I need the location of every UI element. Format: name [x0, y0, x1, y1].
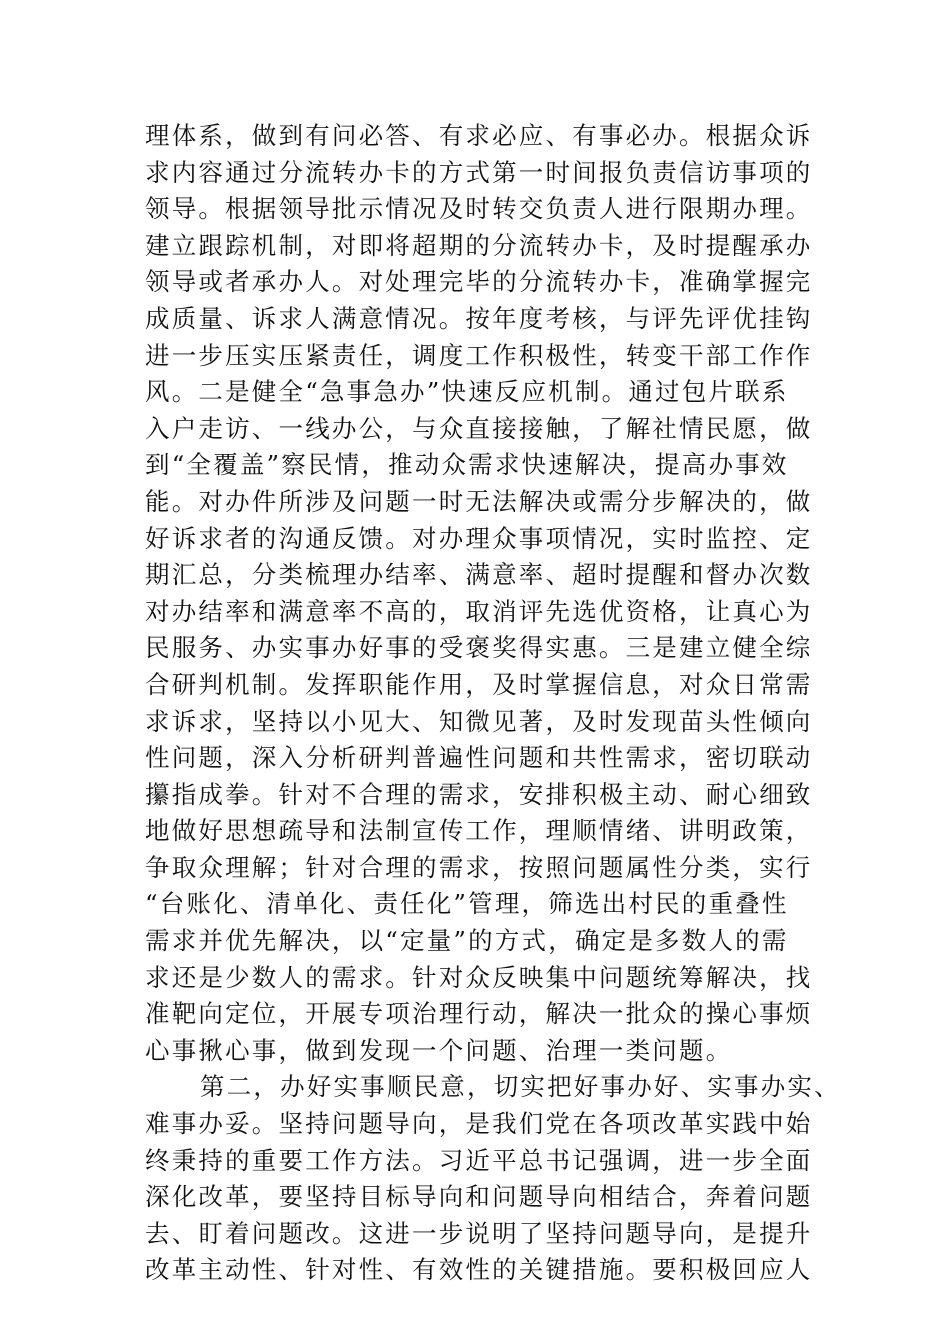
text-line: 去、盯着问题改。这进一步说明了坚持问题导向，是提升	[145, 1218, 813, 1248]
text-line: 成质量、诉求人满意情况。按年度考核，与评先评优挂钩	[145, 303, 813, 333]
text-line: 难事办妥。坚持问题导向，是我们党在各项改革实践中始	[145, 1109, 813, 1139]
text-line: 好诉求者的沟通反馈。对办理众事项情况，实时监控、定	[145, 523, 813, 553]
text-line: 心事揪心事，做到发现一个问题、治理一类问题。	[145, 1035, 733, 1065]
text-line: 攥指成拳。针对不合理的需求，安排积极主动、耐心细致	[145, 779, 813, 809]
text-line: 求还是少数人的需求。针对众反映集中问题统筹解决，找	[145, 962, 813, 992]
text-line: 性问题，深入分析研判普遍性问题和共性需求，密切联动	[145, 743, 813, 773]
text-line: 建立跟踪机制，对即将超期的分流转办卡，及时提醒承办	[145, 230, 813, 260]
body-text	[145, 118, 841, 1289]
text-line: 需求并优先解决，以“定量”的方式，确定是多数人的需	[145, 926, 789, 956]
text-line: 准靶向定位，开展专项治理行动，解决一批众的操心事烦	[145, 999, 813, 1029]
text-line: 求诉求，坚持以小见大、知微见著，及时发现苗头性倾向	[145, 706, 813, 736]
paragraph-1	[145, 118, 835, 1069]
text-line: 能。对办件所涉及问题一时无法解决或需分步解决的，做	[145, 486, 813, 516]
paragraph-2	[145, 1069, 841, 1289]
text-line: 领导。根据领导批示情况及时转交负责人进行限期办理。	[145, 194, 813, 224]
text-line: 第二，办好实事顺民意，切实把好事办好、实事办实、	[200, 1072, 841, 1102]
text-line: 期汇总，分类梳理办结率、满意率、超时提醒和督办次数	[145, 560, 813, 590]
text-line: 争取众理解；针对合理的需求，按照问题属性分类，实行	[145, 852, 813, 882]
text-line: 终秉持的重要工作方法。习近平总书记强调，进一步全面	[145, 1145, 813, 1175]
text-line: 民服务、办实事办好事的受褒奖得实惠。三是建立健全综	[145, 633, 813, 663]
text-line: 地做好思想疏导和法制宣传工作，理顺情绪、讲明政策，	[145, 816, 813, 846]
text-line: “台账化、清单化、责任化”管理，筛选出村民的重叠性	[145, 889, 789, 919]
text-line: 进一步压实压紧责任，调度工作积极性，转变干部工作作	[145, 340, 813, 370]
text-line: 对办结率和满意率不高的，取消评先选优资格，让真心为	[145, 596, 813, 626]
text-line: 风。二是健全“急事急办”快速反应机制。通过包片联系	[145, 377, 789, 407]
text-line: 合研判机制。发挥职能作用，及时掌握信息，对众日常需	[145, 669, 813, 699]
text-line: 求内容通过分流转办卡的方式第一时间报负责信访事项的	[145, 157, 813, 187]
text-line: 到“全覆盖”察民情，推动众需求快速解决，提高办事效	[145, 450, 789, 480]
text-line: 改革主动性、针对性、有效性的关键措施。要积极回应人	[145, 1255, 813, 1285]
text-line: 领导或者承办人。对处理完毕的分流转办卡，准确掌握完	[145, 267, 813, 297]
text-line: 深化改革，要坚持目标导向和问题导向相结合，奔着问题	[145, 1182, 813, 1212]
text-line: 理体系，做到有问必答、有求必应、有事必办。根据众诉	[145, 121, 813, 150]
text-line: 入户走访、一线办公，与众直接接触，了解社情民愿，做	[145, 413, 813, 443]
